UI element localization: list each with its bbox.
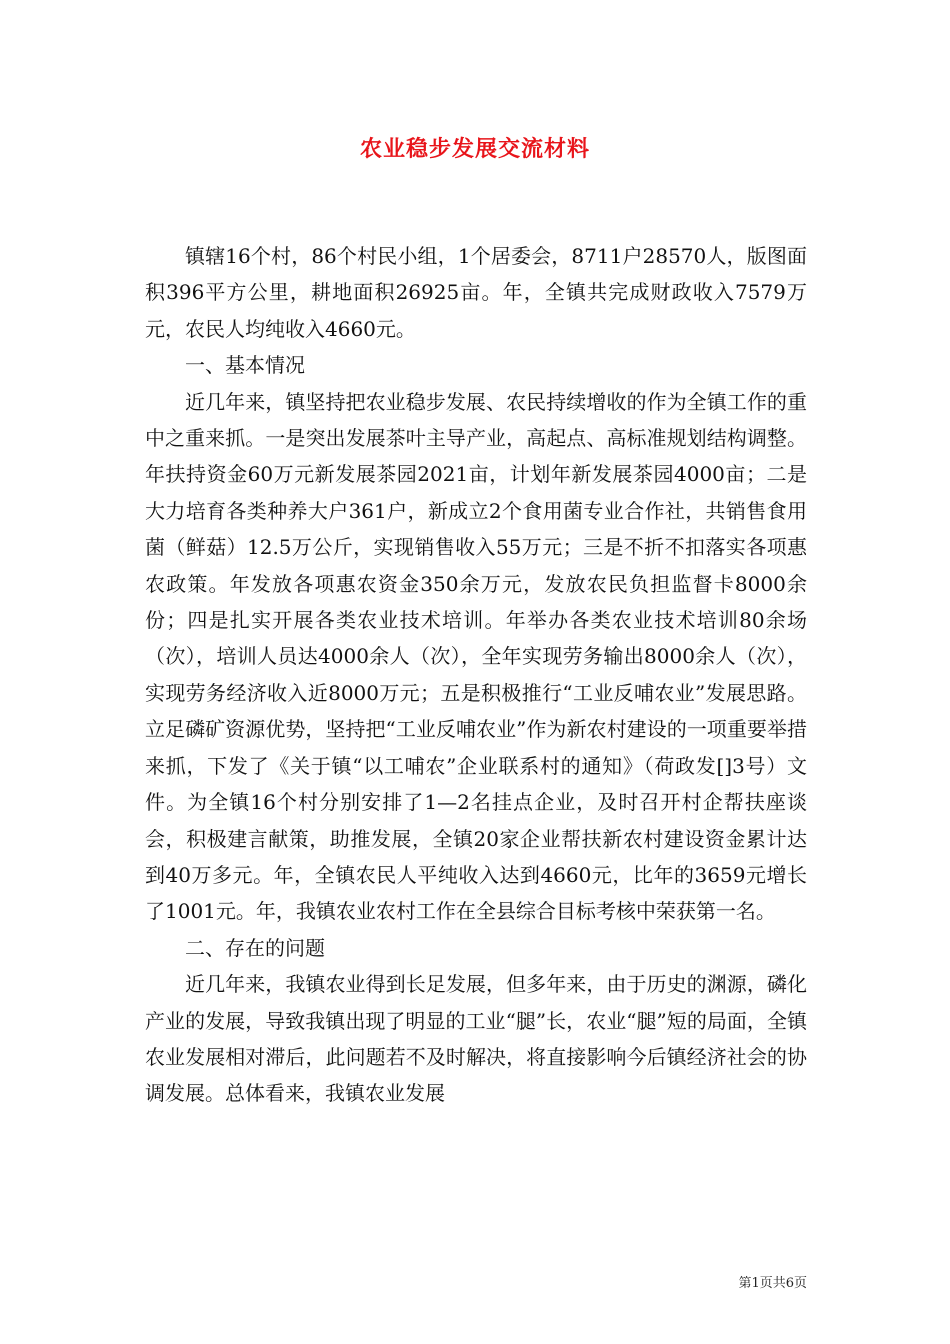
section-heading-problems: 二、存在的问题 — [185, 935, 325, 960]
document-body — [145, 238, 807, 1112]
paragraph-problems: 近几年来，我镇农业得到长足发展，但多年来，由于历史的渊源，磷化产业的发展，导致我镇出现了明显的工业“腿”长，农业“腿”短的局面，全镇农业发展相对滞后，此问题若不及时解决，将直接影响今后镇经济社会的协调发展。总体看来，我镇农业发展 — [145, 972, 807, 1106]
page-number: 第1页共6页 — [738, 1276, 807, 1291]
document-title: 农业稳步发展交流材料 — [359, 136, 590, 162]
paragraph-basic-situation: 近几年来，镇坚持把农业稳步发展、农民持续增收的作为全镇工作的重中之重来抓。一是突出发展茶叶主导产业，高起点、高标准规划结构调整。年扶持资金60万元新发展茶园2021亩，计划年新发展茶园4000亩；二是大力培育各类种养大户361户，新成立2个食用菌专业合作社，共销售食用菌（鲜菇）12.5万公斤，实现销售收入55万元；三是不折不扣落实各项惠农政策。年发放各项惠农资金350余万元，发放农民负担监督卡8000余份；四是扎实开展各类农业技术培训。年举办各类农业技术培训80余场（次），培训人员达4000余人（次），全年实现劳务输出8000余人（次），实现劳务经济收入近8000万元；五是积极推行“工业反哺农业”发展思路。立足磷矿资源优势，坚持把“工业反哺农业”作为新农村建设的一项重要举措来抓，下发了《关于镇“以工哺农”企业联系村的通知》（荷政发[]3号）文件。为全镇16个村分别安排了1—2名挂点企业，及时召开村企帮扶座谈会，积极建言献策，助推发展，全镇20家企业帮扶新农村建设资金累计达到40万多元。年，全镇农民人平纯收入达到4660元，比年的3659元增长了1001元。年，我镇农业农村工作在全县综合目标考核中荣获第一名。 — [145, 389, 807, 924]
section-heading-basic: 一、基本情况 — [185, 353, 305, 378]
paragraph-intro: 镇辖16个村，86个村民小组，1个居委会，8711户28570人，版图面积396平方公里，耕地面积26925亩。年，全镇共完成财政收入7579万元，农民人均纯收入4660元。 — [145, 244, 807, 341]
